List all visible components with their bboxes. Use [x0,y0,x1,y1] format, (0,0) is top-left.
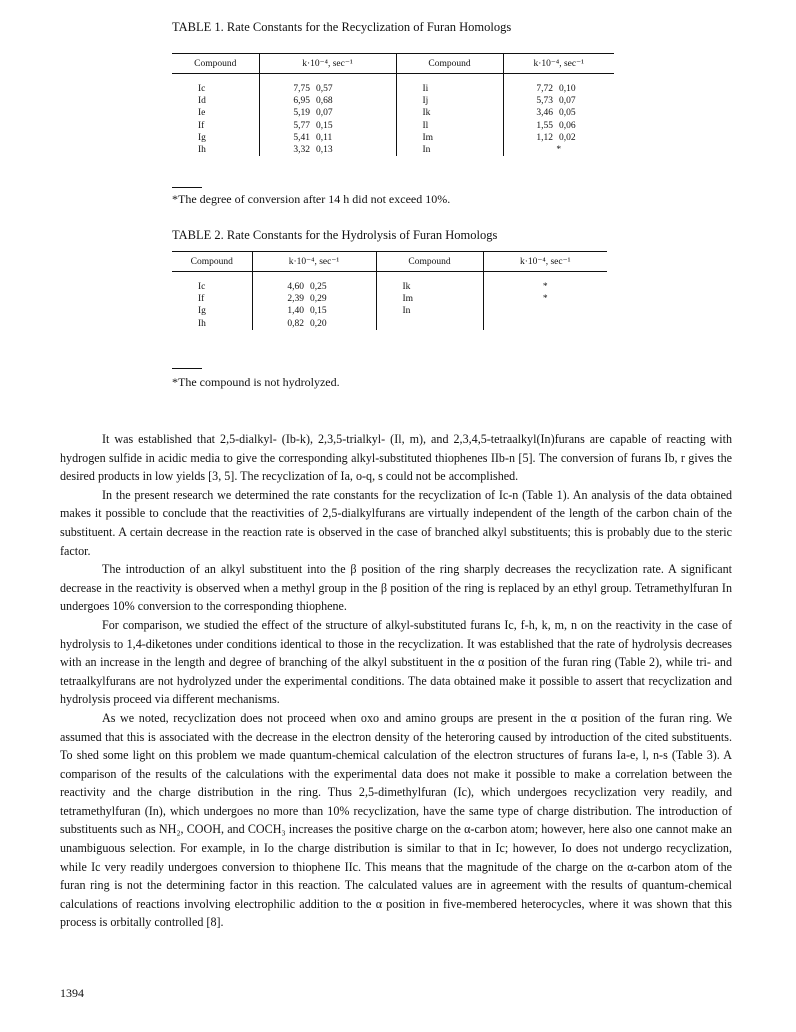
page-number: 1394 [60,986,84,1000]
rate-constant-cell: 7,75 [293,84,310,94]
compound-cell: Ic [172,83,259,95]
rate-constant-cell: 5,19 [293,108,310,119]
rate-constant-cell: 3,46 [536,108,553,119]
rate-error-cell: 0,20 [310,318,376,330]
rate-constant-cell: 1,40 [287,306,304,317]
rate-error-cell: 0,11 [316,132,396,144]
compound-cell: Ii [396,83,503,95]
paragraph-1: It was established that 2,5-dialkyl- (Ib-k), 2,3,5-trialkyl- (Il, m), and 2,3,4,5-tetraalkyl(In)furans are capable of reacting with hydrogen sulfide in acidic media to give the corresponding alkyl-substituted thiophenes IIb-n [5]. The conversion of furans Ib, r gives the desired products in low yields [3, 5]. The recyclization of Ia, o-q, s could not be accomplished. [60,432,732,484]
rate-constant-cell: 1,55 [536,120,553,131]
compound-cell: Il [396,120,503,132]
compound-cell: In [376,305,483,317]
table-row [172,107,614,119]
table2-header-k-2: k·10⁻⁴, sec⁻¹ [483,252,607,272]
rate-error-cell: 0,29 [310,293,376,305]
compound-cell: Ih [172,144,259,156]
compound-cell: Im [396,132,503,144]
table1-caption: TABLE 1. Rate Constants for the Recyclization of Furan Homologs [172,20,512,34]
table2 [172,251,607,330]
table2-header-compound: Compound [172,252,252,272]
table1-header-compound-2: Compound [396,54,503,74]
table-row [172,281,607,293]
table-row [172,144,614,156]
table-row [172,83,614,95]
table2-header-k: k·10⁻⁴, sec⁻¹ [252,252,376,272]
table1-footnote-rule [172,187,202,188]
compound-cell: Ij [396,95,503,107]
table2-footnote-rule [172,368,202,369]
rate-constant-cell: 5,77 [293,120,310,131]
table1-header-compound: Compound [172,54,259,74]
table1-header-k-2: k·10⁻⁴, sec⁻¹ [503,54,614,74]
rate-error-cell: 0,15 [316,120,396,132]
rate-constant-cell: 7,72 [536,84,553,94]
table-row [172,132,614,144]
paragraph-3: The introduction of an alkyl substituent into the β position of the ring sharply decreases the recyclization rate. A significant decrease in the reactivity is observed when a methyl group in the β position of the ring is replaced by an ethyl group. Tetramethylfuran In undergoes 10% conversion to the corresponding thiophene. [60,562,732,614]
table-row [172,95,614,107]
paragraph-2: In the present research we determined the rate constants for the recyclization of Ic-n (Table 1). An analysis of the data obtained makes it possible to conclude that the reactivities of 2,5-dialkylfurans are virtually independent of the length of the carbon chain of the substituent. A certain decrease in the reaction rate is observed in the case of branched alkyl substituents; this is probably due to the steric factor. [60,487,732,558]
rate-constant-cell: 5,41 [293,132,310,143]
rate-constant-cell: 0,82 [287,318,304,329]
rate-error-cell: 0,10 [559,84,576,94]
rate-constant-cell: 2,39 [287,294,304,305]
table2-caption: TABLE 2. Rate Constants for the Hydrolysis of Furan Homologs [172,228,498,242]
rate-constant-cell: 3,32 [293,145,310,156]
paragraph-4: For comparison, we studied the effect of the structure of alkyl-substituted furans Ic, f-h, k, m, n on the reactivity in the case of hydrolysis to 1,4-diketones under conditions identical to those in the recyclization. It was established that the rate of hydrolysis decreases with an increase in the length and degree of branching of the alkyl substituent in the α position of the furan ring (Table 2), while tri- and tetraalkylfurans are not hydrolyzed under the experimental conditions. The data obtained make it possible to assert that recyclization and hydrolysis proceed via different mechanisms. [60,617,732,707]
compound-cell [376,318,483,330]
rate-error-cell: 0,13 [316,144,396,156]
compound-cell: Id [172,95,259,107]
table-row [172,318,607,330]
rate-error-cell: 0,15 [310,305,376,317]
compound-cell: Ih [172,318,252,330]
compound-cell: Ig [172,132,259,144]
rate-error-cell: 0,06 [559,120,576,131]
rate-constant-cell [483,318,607,330]
table2-footnote: *The compound is not hydrolyzed. [172,375,340,389]
rate-error-cell: 0,07 [316,107,396,119]
rate-error-cell: 0,57 [316,83,396,95]
compound-cell: Im [376,293,483,305]
rate-constant-cell: 4,60 [287,282,304,292]
table1-header-k: k·10⁻⁴, sec⁻¹ [259,54,396,74]
rate-constant-cell: * [542,282,548,292]
compound-cell: In [396,144,503,156]
table1-footnote: *The degree of conversion after 14 h did not exceed 10%. [172,192,451,206]
compound-cell: Ik [376,281,483,293]
table-row [172,293,607,305]
rate-constant-cell: 5,73 [536,96,553,107]
rate-error-cell: 0,02 [559,132,576,143]
rate-constant-cell: * [556,145,562,156]
table1 [172,53,614,156]
compound-cell: If [172,293,252,305]
rate-constant-cell: 6,95 [293,96,310,107]
rate-constant-cell: 1,12 [536,132,553,143]
table2-header-compound-2: Compound [376,252,483,272]
rate-constant-cell: * [542,294,548,305]
compound-cell: If [172,120,259,132]
rate-constant-cell [483,305,607,317]
table-row [172,305,607,317]
rate-error-cell: 0,05 [559,108,576,119]
rate-error-cell: 0,68 [316,95,396,107]
body-text [60,430,732,932]
compound-cell: Ie [172,107,259,119]
compound-cell: Ig [172,305,252,317]
rate-error-cell: 0,25 [310,281,376,293]
paragraph-5: As we noted, recyclization does not proceed when oxo and amino groups are present in the α position of the furan ring. We assumed that this is associated with the decrease in the electron density of the heteroring caused by introduction of the cited substituents. To shed some light on this problem we made quantum-chemical calculation of the electron structures of furans Ia-e, l, n-s (Table 3). A comparison of the results of the calculations with the experimental data does not make it possible to make a correlation between the reactivity and the charge distribution in the ring. Thus 2,5-dimethylfuran (Ic), which undergoes recyclization very readily, and tetramethylfuran (In), which undergoes no more than 10% recyclization, have the same type of charge distribution. The introduction of substituents such as NH₂, COOH, and COCH₃ increases the positive charge on the α-carbon atom; however, here also one cannot make an unambiguous selection. For example, in Io the charge distribution is similar to that in Ic; however, Io does not undergo recyclization, while Ic very readily undergoes conversion to thiophene IIc. This means that the magnitude of the charge on the α-carbon atom of the furan ring is not the determining factor in this reaction. The calculated values are in agreement with the results of quantum-chemical calculations of reactions involving electrophilic addition to the α position in five-membered heterocycles, where it was shown that this process is orbitally controlled [8]. [60,710,732,930]
compound-cell: Ik [396,107,503,119]
table-row [172,120,614,132]
compound-cell: Ic [172,281,252,293]
rate-error-cell: 0,07 [559,96,576,107]
